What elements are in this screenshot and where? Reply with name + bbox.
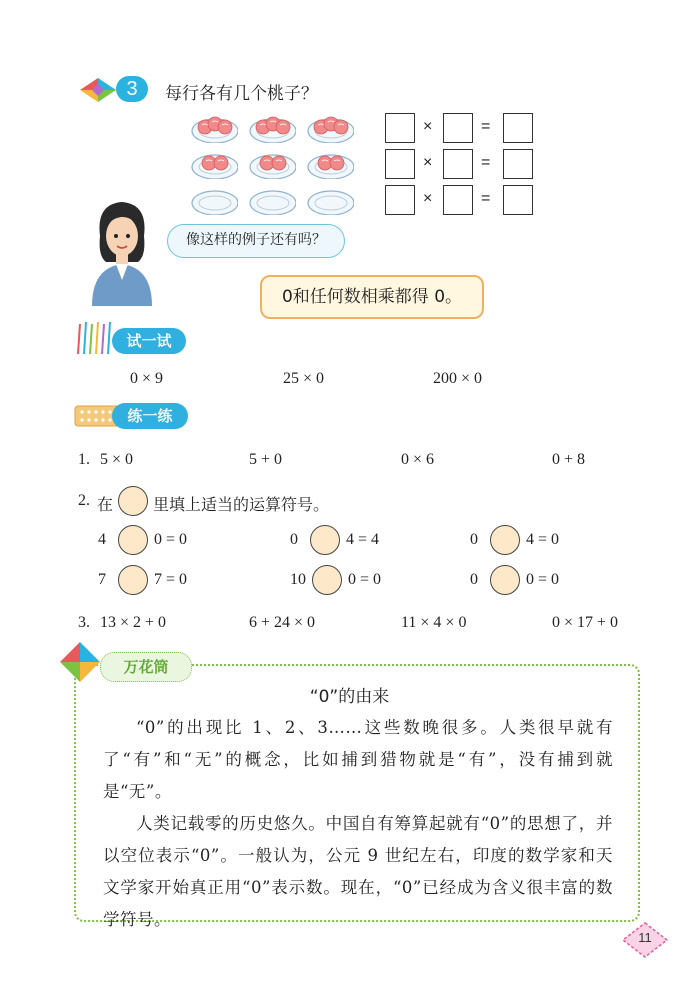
q2-right-expression: 4 = 0 xyxy=(526,531,560,548)
q2-number: 2. xyxy=(78,492,90,509)
q3-item: 13 × 2 + 0 xyxy=(100,614,167,631)
story-label-box xyxy=(100,652,192,682)
answer-box[interactable] xyxy=(503,185,533,215)
operator-circle[interactable] xyxy=(118,525,148,555)
q1-number: 1. xyxy=(78,451,90,468)
q2-left-operand: 0 xyxy=(470,531,478,548)
try-it-label: 试一试 xyxy=(112,328,186,354)
q2-left-operand: 7 xyxy=(98,571,106,588)
q2-right-expression: 7 = 0 xyxy=(154,571,188,588)
operator-circle[interactable] xyxy=(118,565,148,595)
equals-sign: = xyxy=(481,154,491,171)
q2-left-operand: 10 xyxy=(290,571,306,588)
answer-box[interactable] xyxy=(443,185,473,215)
answer-box[interactable] xyxy=(385,185,415,215)
times-sign: × xyxy=(423,154,433,171)
operator-circle[interactable] xyxy=(490,525,520,555)
q1-item: 0 + 8 xyxy=(552,451,586,468)
q1-item: 0 × 6 xyxy=(401,451,435,468)
rule-box: 0和任何数相乘都得 0。 xyxy=(260,275,484,319)
answer-box[interactable] xyxy=(385,149,415,179)
plate xyxy=(190,149,238,179)
answer-box[interactable] xyxy=(443,149,473,179)
sticks-icon xyxy=(74,320,114,356)
peach-icon xyxy=(272,156,286,170)
story-title: “0”的由来 xyxy=(309,687,390,707)
plate xyxy=(306,185,354,215)
q2-left-operand: 0 xyxy=(290,531,298,548)
try-item: 0 × 9 xyxy=(130,370,164,387)
q3-item: 6 + 24 × 0 xyxy=(249,614,316,631)
peach-icon xyxy=(334,120,348,134)
q3-item: 0 × 17 + 0 xyxy=(552,614,619,631)
section-3-badge xyxy=(78,76,150,104)
operator-circle[interactable] xyxy=(312,565,342,595)
plate xyxy=(248,113,296,143)
section-number: 3 xyxy=(116,76,148,102)
q1-item: 5 × 0 xyxy=(100,451,134,468)
q2-left-operand: 0 xyxy=(470,571,478,588)
plate xyxy=(248,149,296,179)
times-sign: × xyxy=(423,118,433,135)
tangram-icon xyxy=(78,76,118,104)
story-paragraph: 人类记载零的历史悠久。中国自有筹算起就有“0”的思想了，并以空位表示“0”。一般认为，公元 9 世纪左右，印度的数学家和天文学家开始真正用“0”表示数。现在，“0”已经成为含义很丰富的数学符号。 xyxy=(103,814,613,929)
story-label: 万花筒 xyxy=(123,658,169,676)
try-item: 200 × 0 xyxy=(433,370,483,387)
q2-instruction: 里填上适当的运算符号。 xyxy=(153,495,330,514)
plate xyxy=(190,113,238,143)
question-text: 每行各有几个桃子？ xyxy=(165,84,318,104)
speech-bubble: 像这样的例子还有吗？ xyxy=(167,224,345,258)
practice-label: 练一练 xyxy=(112,403,188,429)
q2-left-operand: 4 xyxy=(98,531,106,548)
peach-icon xyxy=(218,120,232,134)
q2-prefix: 在 xyxy=(97,495,114,514)
q2-right-expression: 4 = 4 xyxy=(346,531,380,548)
peach-icon xyxy=(330,156,344,170)
answer-box[interactable] xyxy=(503,113,533,143)
q3-number: 3. xyxy=(78,614,90,631)
q1-item: 5 + 0 xyxy=(249,451,283,468)
page-number: 11 xyxy=(638,930,652,945)
teacher-illustration xyxy=(86,196,158,306)
equals-sign: = xyxy=(481,118,491,135)
equals-sign: = xyxy=(481,190,491,207)
answer-box[interactable] xyxy=(503,149,533,179)
equation-grid xyxy=(385,113,535,218)
kaleidoscope-icon xyxy=(58,640,102,684)
operator-circle[interactable] xyxy=(310,525,340,555)
answer-circle[interactable] xyxy=(118,486,148,516)
peach-plates xyxy=(190,113,360,213)
peach-icon xyxy=(214,156,228,170)
answer-box[interactable] xyxy=(385,113,415,143)
story-paragraph: “0”的出现比 1、2、3……这些数晚很多。人类很早就有了“有”和“无”的概念，比如捕到猎物就是“有”，没有捕到就是“无”。 xyxy=(103,718,613,801)
q2-right-expression: 0 = 0 xyxy=(526,571,560,588)
operator-circle[interactable] xyxy=(490,565,520,595)
plate xyxy=(190,185,238,215)
q2-right-expression: 0 = 0 xyxy=(154,531,188,548)
plate xyxy=(248,185,296,215)
plate xyxy=(306,149,354,179)
q3-item: 11 × 4 × 0 xyxy=(401,614,467,631)
try-item: 25 × 0 xyxy=(283,370,325,387)
answer-box[interactable] xyxy=(443,113,473,143)
plate xyxy=(306,113,354,143)
times-sign: × xyxy=(423,190,433,207)
q2-right-expression: 0 = 0 xyxy=(348,571,382,588)
peach-icon xyxy=(276,120,290,134)
